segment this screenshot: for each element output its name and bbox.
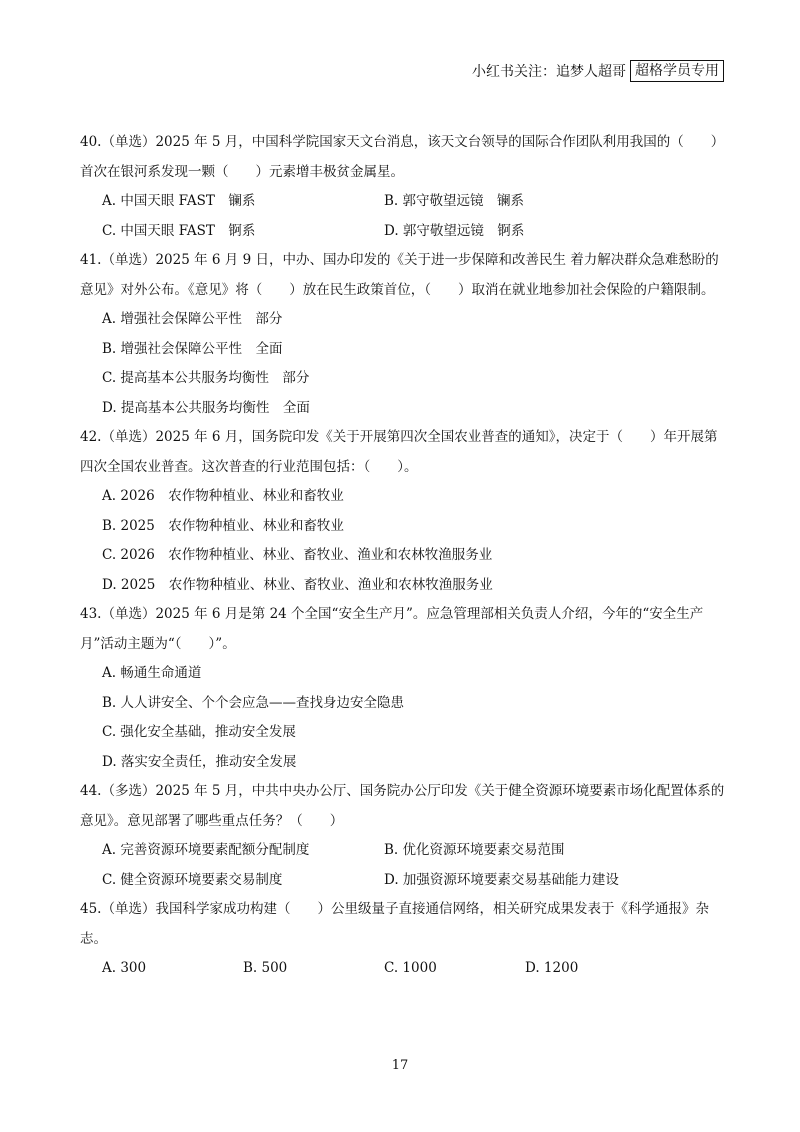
option-d: D. 落实安全责任，推动安全发展: [102, 753, 297, 770]
question-stem-line: 41.（单选）2025 年 6 月 9 日，中办、国办印发的《关于进一步保障和改善民生 着力解决群众急难愁盼的: [80, 252, 719, 268]
option-c: C. 1000: [384, 960, 437, 976]
option-c: C. 2026 农作物种植业、林业、畜牧业、渔业和农林牧渔服务业: [102, 547, 493, 563]
question-44: [80, 777, 725, 895]
option-c: C. 强化安全基础，推动安全发展: [102, 724, 296, 740]
option-group: [80, 187, 722, 246]
question-stem-line: 40.（单选）2025 年 5 月，中国科学院国家天文台消息，该天文台领导的国际合作团队利用我国的（ ）: [80, 134, 725, 150]
question-40: [80, 128, 725, 246]
option-c: C. 中国天眼 FAST 锕系: [102, 222, 256, 239]
question-stem-line: 43.（单选）2025 年 6 月是第 24 个全国“安全生产月”。应急管理部相关负责人介绍，今年的“安全生产: [80, 606, 704, 622]
question-41: [80, 246, 722, 423]
option-a: A. 2026 农作物种植业、林业和畜牧业: [102, 488, 344, 504]
question-43: [80, 600, 722, 777]
option-b: B. 郭守敬望远镜 镧系: [384, 193, 525, 209]
question-45: [80, 895, 722, 984]
option-a: A. 增强社会保障公平性 部分: [102, 311, 283, 327]
option-d: D. 2025 农作物种植业、林业、畜牧业、渔业和农林牧渔服务业: [102, 576, 493, 593]
option-c: C. 提高基本公共服务均衡性 部分: [102, 370, 310, 386]
option-d: D. 提高基本公共服务均衡性 全面: [102, 399, 310, 416]
page-header: [472, 60, 724, 82]
option-a: A. 300: [102, 960, 147, 976]
page-number: 17: [391, 1058, 409, 1073]
option-c: C. 健全资源环境要素交易制度: [102, 871, 283, 888]
option-b: B. 500: [243, 960, 288, 976]
option-b: B. 增强社会保障公平性 全面: [102, 340, 283, 357]
option-d: D. 郭守敬望远镜 锕系: [384, 222, 525, 239]
option-b: B. 人人讲安全、个个会应急——查找身边安全隐患: [102, 694, 405, 711]
question-stem-line: 42.（单选）2025 年 6 月，国务院印发《关于开展第四次全国农业普查的通知》，决定于（ ）年开展第: [80, 429, 718, 445]
question-stem-line: 45.（单选）我国科学家成功构建（ ）公里级量子直接通信网络，相关研究成果发表于《科学通报》杂: [80, 901, 709, 917]
question-stem-line: 月”活动主题为“（ ）”。: [80, 635, 236, 652]
option-a: A. 完善资源环境要素配额分配制度: [102, 842, 310, 858]
question-list: [80, 128, 725, 984]
header-badge: 超格学员专用: [630, 60, 724, 82]
question-stem-line: 四次全国农业普查。这次普查的行业范围包括：（ ）。: [80, 458, 418, 475]
option-d: D. 加强资源环境要素交易基础能力建设: [384, 871, 619, 888]
question-stem-line: 44.（多选）2025 年 5 月，中共中央办公厅、国务院办公厅印发《关于健全资源环境要素市场化配置体系的: [80, 783, 725, 799]
option-a: A. 畅通生命通道: [102, 665, 202, 681]
option-group: [80, 836, 722, 895]
question-42: [80, 423, 722, 600]
question-stem-line: 首次在银河系发现一颗（ ）元素增丰极贫金属星。: [80, 163, 404, 180]
header-text: 小红书关注：追梦人超哥: [472, 64, 626, 80]
option-group: [80, 954, 722, 984]
option-a: A. 中国天眼 FAST 镧系: [102, 193, 256, 209]
option-b: B. 优化资源环境要素交易范围: [384, 842, 565, 858]
question-stem-line: 意见》对外公布。《意见》将（ ）放在民生政策首位，（ ）取消在就业地参加社会保险的户籍限制。: [80, 281, 715, 298]
option-b: B. 2025 农作物种植业、林业和畜牧业: [102, 517, 344, 534]
option-d: D. 1200: [525, 960, 579, 976]
question-stem-line: 志。: [80, 930, 107, 947]
question-stem-line: 意见》。意见部署了哪些重点任务？（ ）: [80, 812, 344, 829]
